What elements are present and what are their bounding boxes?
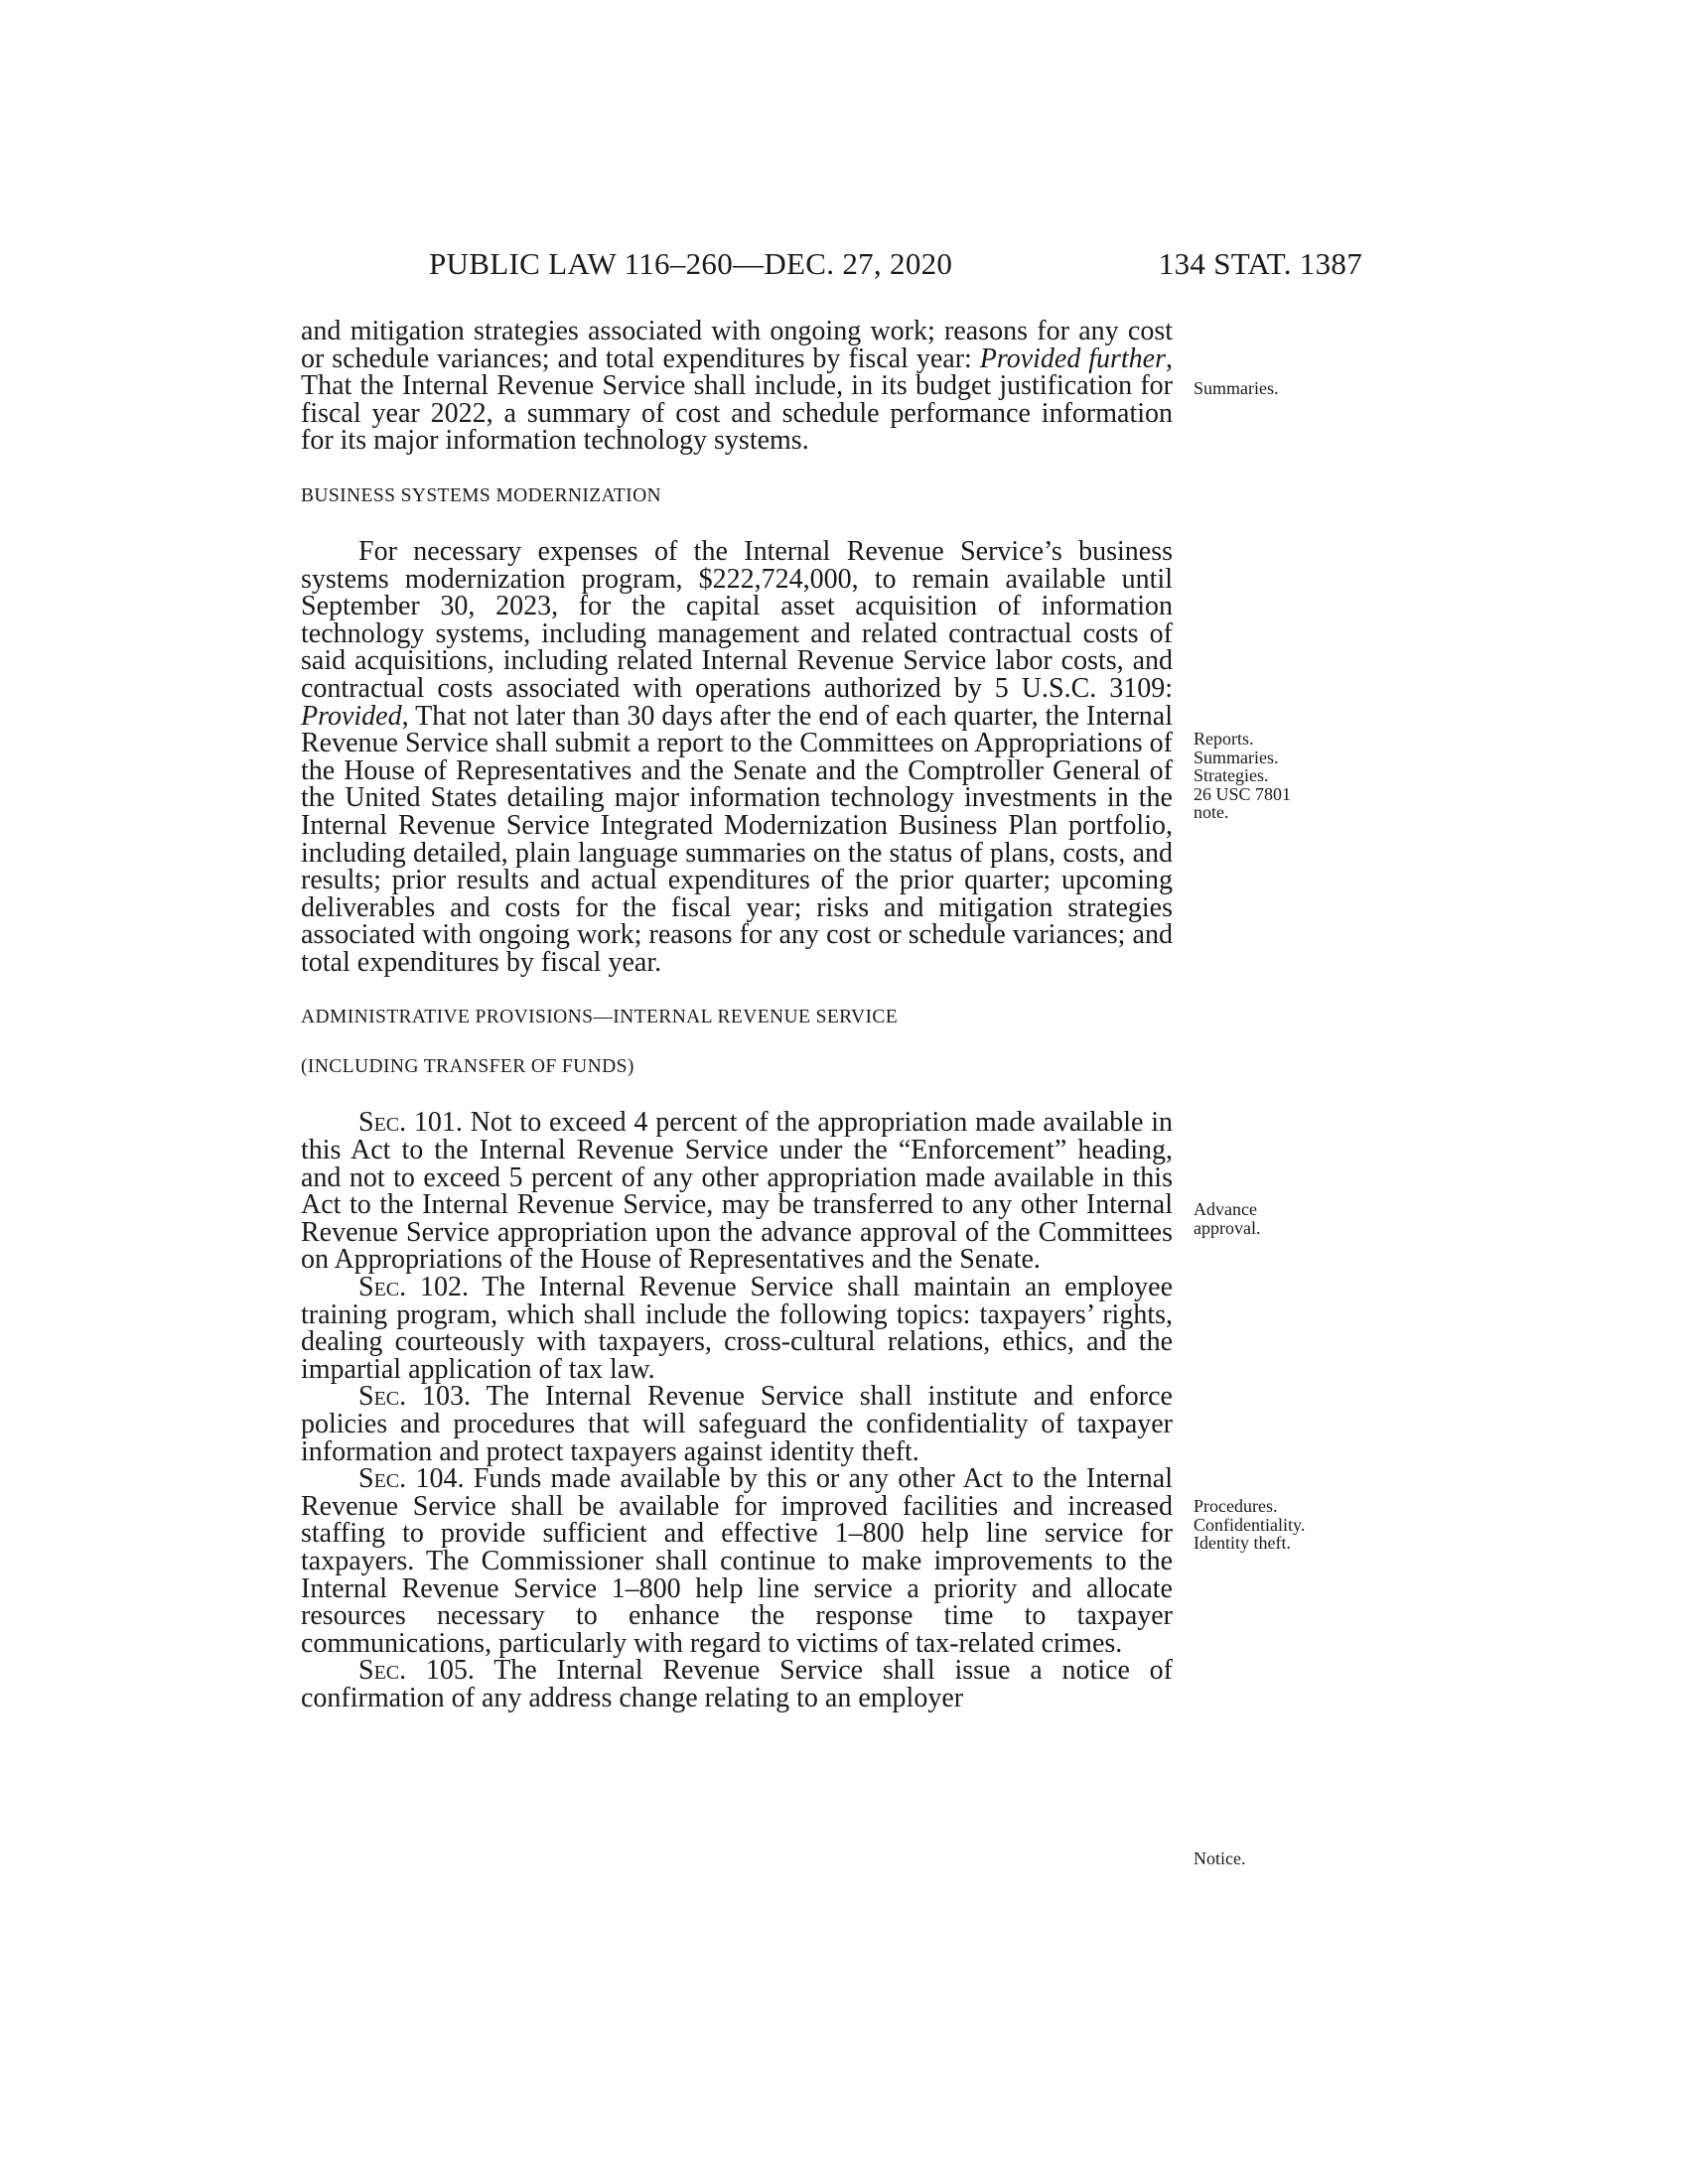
margin-note-procedures: [1194, 1497, 1352, 1553]
sec-101-label: Sec. 101.: [358, 1107, 463, 1139]
sec-104-text: Funds made available by this or any other Act to the Internal Revenue Service shall be available for improved facilities and increased staffing to provide sufficient and effective 1–800 help line service for taxpayers. The Commissioner shall continue to make improvements to the Internal Revenue Service 1–800 help line service a priority and allocate resources necessary to enhance the response time to taxpayer communications, particularly with regard to victims of tax-related crimes.: [301, 1463, 1173, 1659]
continuation-text-2: , That the Internal Revenue Service shall include, in its budget justification for fiscal year 2022, a summary of cost and schedule performance information for its major information technology systems.: [301, 342, 1174, 457]
continuation-paragraph: [301, 318, 1173, 455]
bsm-text-1: For necessary expenses of the Internal Revenue Service’s business systems modernization program, $222,724,000, to remain available until September 30, 2023, for the capital asset acquisition of information technology systems, including management and related contractual costs of said acquisitions, including related Internal Revenue Service labor costs, and contractual costs associated with operations authorized by 5 U.S.C. 3109:: [301, 535, 1173, 704]
sec-102-text: The Internal Revenue Service shall maintain an employee training program, which shall include the following topics: taxpayers’ rights, dealing courteously with taxpayers, cross-cultural relations, ethics, and the impartial application of tax law.: [301, 1272, 1173, 1385]
sec-102: [301, 1274, 1173, 1383]
sec-104: [301, 1465, 1173, 1657]
bsm-proviso-italic: Provided: [301, 700, 402, 732]
margin-note-line: Reports.: [1194, 729, 1254, 749]
sec-103: [301, 1383, 1173, 1465]
margin-note-line: approval.: [1194, 1217, 1261, 1238]
sec-103-text: The Internal Revenue Service shall institute and enforce policies and procedures that will safeguard the confidentiality of taxpayer information and protect taxpayers against identity theft.: [301, 1381, 1173, 1467]
page-number: 134 STAT. 1387: [1158, 246, 1362, 281]
proviso-italic: Provided further: [979, 342, 1167, 374]
sec-103-label: Sec. 103.: [358, 1381, 472, 1413]
margin-note-summaries: [1194, 379, 1352, 398]
sec-101-text: Not to exceed 4 percent of the appropriation made available in this Act to the Internal Revenue Service under the “Enforcement” heading, and not to exceed 5 percent of any other appropriation made available in this Act to the Internal Revenue Service, may be transferred to any other Internal Revenue Service appropriation upon the advance approval of the Committees on Appropriations of the House of Representatives and the Senate.: [301, 1107, 1173, 1276]
margin-note-notice: [1194, 1849, 1352, 1868]
margin-note-line: Procedures.: [1194, 1496, 1278, 1516]
admin-subheading: (INCLUDING TRANSFER OF FUNDS): [301, 1056, 634, 1078]
margin-note-line: Notice.: [1194, 1848, 1246, 1868]
margin-note-line: Summaries.: [1194, 378, 1279, 398]
running-header: [429, 246, 1362, 286]
sec-105: [301, 1657, 1173, 1711]
header-title: PUBLIC LAW 116–260—DEC. 27, 2020: [429, 246, 953, 281]
bsm-heading: BUSINESS SYSTEMS MODERNIZATION: [301, 484, 662, 506]
margin-note-reports: [1194, 730, 1352, 822]
margin-note-line: Summaries.: [1194, 747, 1279, 767]
sec-104-label: Sec. 104.: [358, 1463, 465, 1495]
continuation-text-1: and mitigation strategies associated with ongoing work; reasons for any cost or schedule variances; and total expenditures by fiscal year:: [301, 316, 1173, 374]
margin-note-line: Confidentiality.: [1194, 1514, 1306, 1535]
sec-105-label: Sec. 105.: [358, 1655, 475, 1687]
admin-heading: ADMINISTRATIVE PROVISIONS—INTERNAL REVENUE SERVICE: [301, 1007, 899, 1028]
margin-note-advance-approval: [1194, 1200, 1352, 1237]
margin-note-line: Strategies.: [1194, 765, 1269, 785]
main-text: [301, 318, 1173, 1712]
bsm-paragraph: [301, 535, 1173, 978]
sec-101: [301, 1109, 1173, 1274]
sec-102-label: Sec. 102.: [358, 1272, 469, 1303]
margin-note-line: Advance: [1194, 1199, 1257, 1219]
margin-note-line: 26 USC 7801: [1194, 783, 1292, 804]
sec-105-text: The Internal Revenue Service shall issue a notice of confirmation of any address change relating to an employer: [301, 1655, 1173, 1713]
margin-note-line: note.: [1194, 802, 1229, 822]
bsm-text-2: , That not later than 30 days after the end of each quarter, the Internal Revenue Service shall submit a report to the Committees on Appropriations of the House of Representatives and the Senate and the Comptroller General of the United States detailing major information technology investments in the Internal Revenue Service Integrated Modernization Business Plan portfolio, including detailed, plain language summaries on the status of plans, costs, and results; prior results and actual expenditures of the prior quarter; upcoming deliverables and costs for the fiscal year; risks and mitigation strategies associated with ongoing work; reasons for any cost or schedule variances; and total expenditures by fiscal year.: [301, 700, 1173, 978]
margin-note-line: Identity theft.: [1194, 1533, 1291, 1553]
